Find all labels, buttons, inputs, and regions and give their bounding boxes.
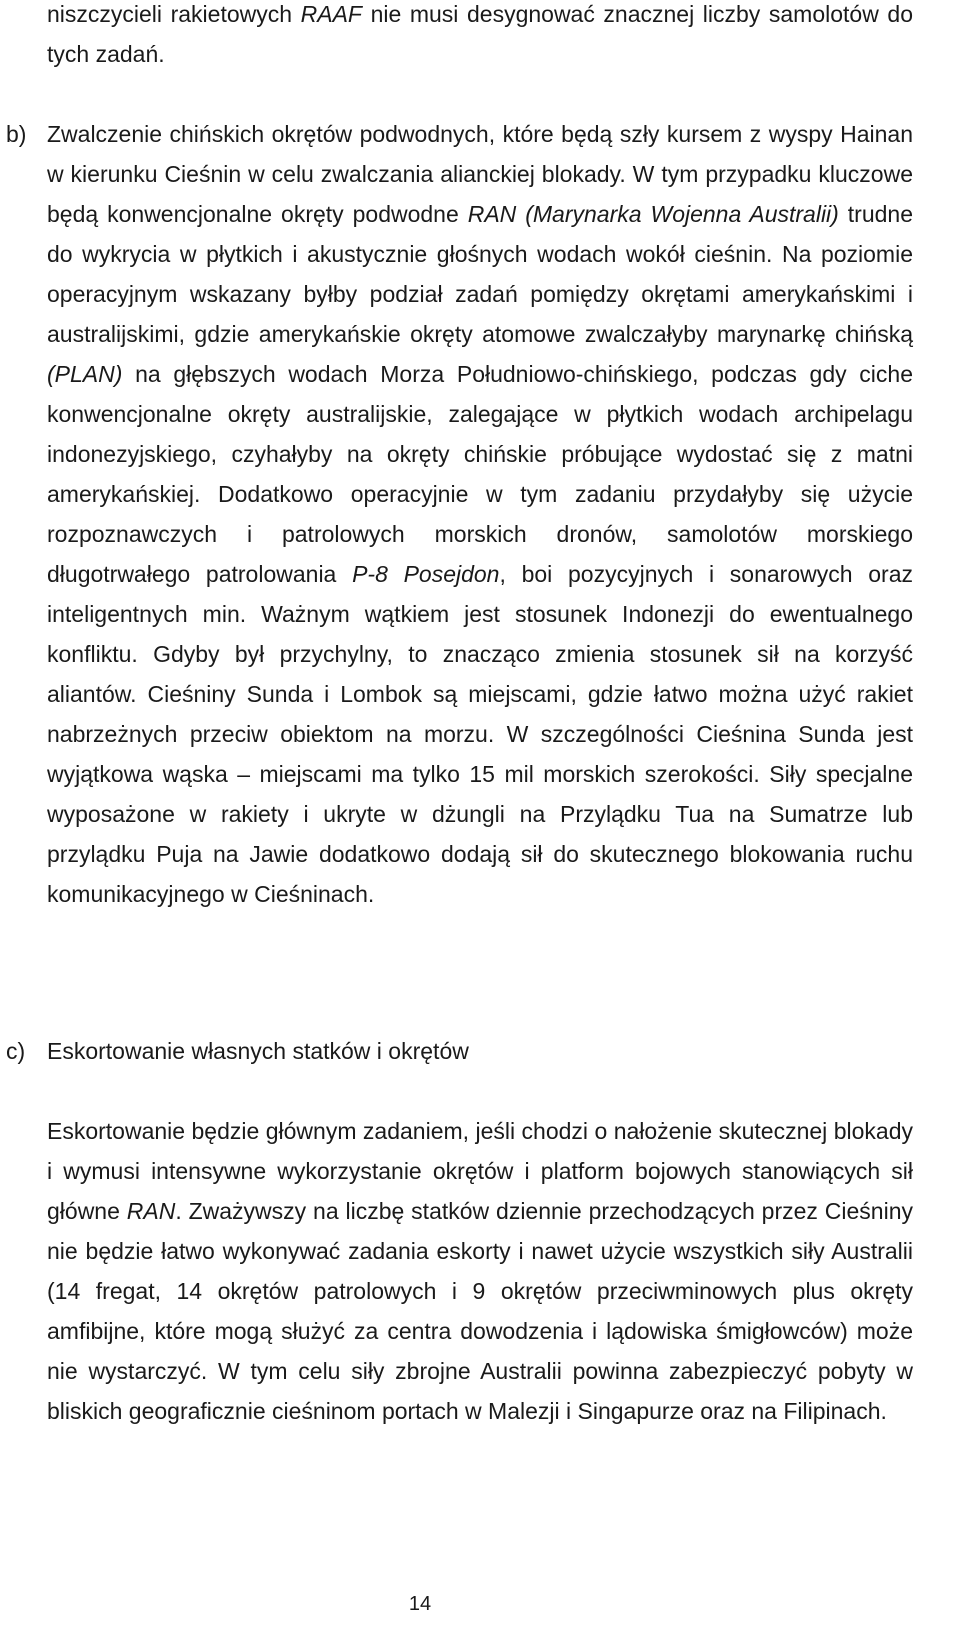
- list-marker: b): [6, 121, 27, 147]
- text-run: , boi pozycyjnych i sonarowych oraz inteligentnych min. Ważnym wątkiem jest stosunek Indonezji do ewentualnego konfliktu. Gdyby był przychylny, to znacząco zmienia stosunek sił na korzyść aliantów. Cieśniny Sunda i Lombok są miejscami, gdzie łatwo można użyć rakiet nabrzeżnych przeciw obiektom na morzu. W szczególności Cieśnina Sunda jest wyjątkowa wąska – miejscami ma tylko 15 mil morskich szerokości. Siły specjalne wyposażone w rakiety i ukryte w dżungli na Przylądku Tua na Sumatrze lub przylądku Puja na Jawie dodatkowo dodają sił do skutecznego blokowania ruchu komunikacyjnego w Cieśninach.: [47, 561, 913, 907]
- italic-run: P-8 Posejdon: [352, 561, 500, 587]
- text-run: . Zważywszy na liczbę statków dziennie przechodzących przez Cieśniny nie będzie łatwo wykonywać zadania eskorty i nawet użycie wszystkich siły Australii (14 fregat, 14 okrętów patrolowych i 9 okrętów przeciwminowych plus okręty amfibijne, które mogą służyć za centra dowodzenia i lądowiska śmigłowców) może nie wystarczyć. W tym celu siły zbrojne Australii powinna zabezpieczyć pobyty w bliskich geograficznie cieśninom portach w Malezji i Singapurze oraz na Filipinach.: [47, 1198, 913, 1424]
- text-run: trudne do wykrycia w płytkich i akustycznie głośnych wodach wokół cieśnin. Na poziomie operacyjnym wskazany byłby podział zadań pomiędzy okrętami amerykańskimi i australijskimi, gdzie amerykańskie okręty atomowe zwalczałyby marynarkę chińską: [47, 201, 913, 347]
- italic-run: RAN (Marynarka Wojenna Australii): [467, 201, 839, 227]
- italic-run: RAAF: [300, 1, 362, 27]
- intro-paragraph: [47, 0, 913, 74]
- page-number: 14: [408, 1593, 432, 1615]
- text-run: Zwalczenie chińskich okrętów podwodnych, które będą szły kursem z wyspy Hainan w kierunku Cieśnin w celu zwalczania alianckiej blokady. W tym przypadku kluczowe będą konwencjonalne okręty podwodne: [47, 121, 913, 227]
- list-item-body: [47, 114, 913, 914]
- list-item-b: [6, 114, 913, 914]
- escort-paragraph: [47, 1111, 913, 1431]
- text-run: Eskortowanie będzie głównym zadaniem, jeśli chodzi o nałożenie skutecznej blokady i wymusi intensywne wykorzystanie okrętów i platform bojowych stanowiących sił główne: [47, 1118, 913, 1224]
- list-item-c: [6, 1031, 913, 1071]
- italic-run: (PLAN): [47, 361, 123, 387]
- italic-run: RAN: [126, 1198, 176, 1224]
- list-marker: c): [6, 1038, 26, 1064]
- section-heading: Eskortowanie własnych statków i okrętów: [47, 1038, 469, 1064]
- text-run: na głębszych wodach Morza Południowo-chińskiego, podczas gdy ciche konwencjonalne okręty australijskie, zalegające w płytkich wodach archipelagu indonezyjskiego, czyhałyby na okręty chińskie próbujące wydostać się z matni amerykańskiej. Dodatkowo operacyjnie w tym zadaniu przydałyby się użycie rozpoznawczych i patrolowych morskich dronów, samolotów morskiego długotrwałego patrolowania: [47, 361, 913, 587]
- text-run: nie musi desygnować znacznej liczby samolotów do tych zadań.: [47, 1, 913, 67]
- text-run: niszczycieli rakietowych: [47, 1, 301, 27]
